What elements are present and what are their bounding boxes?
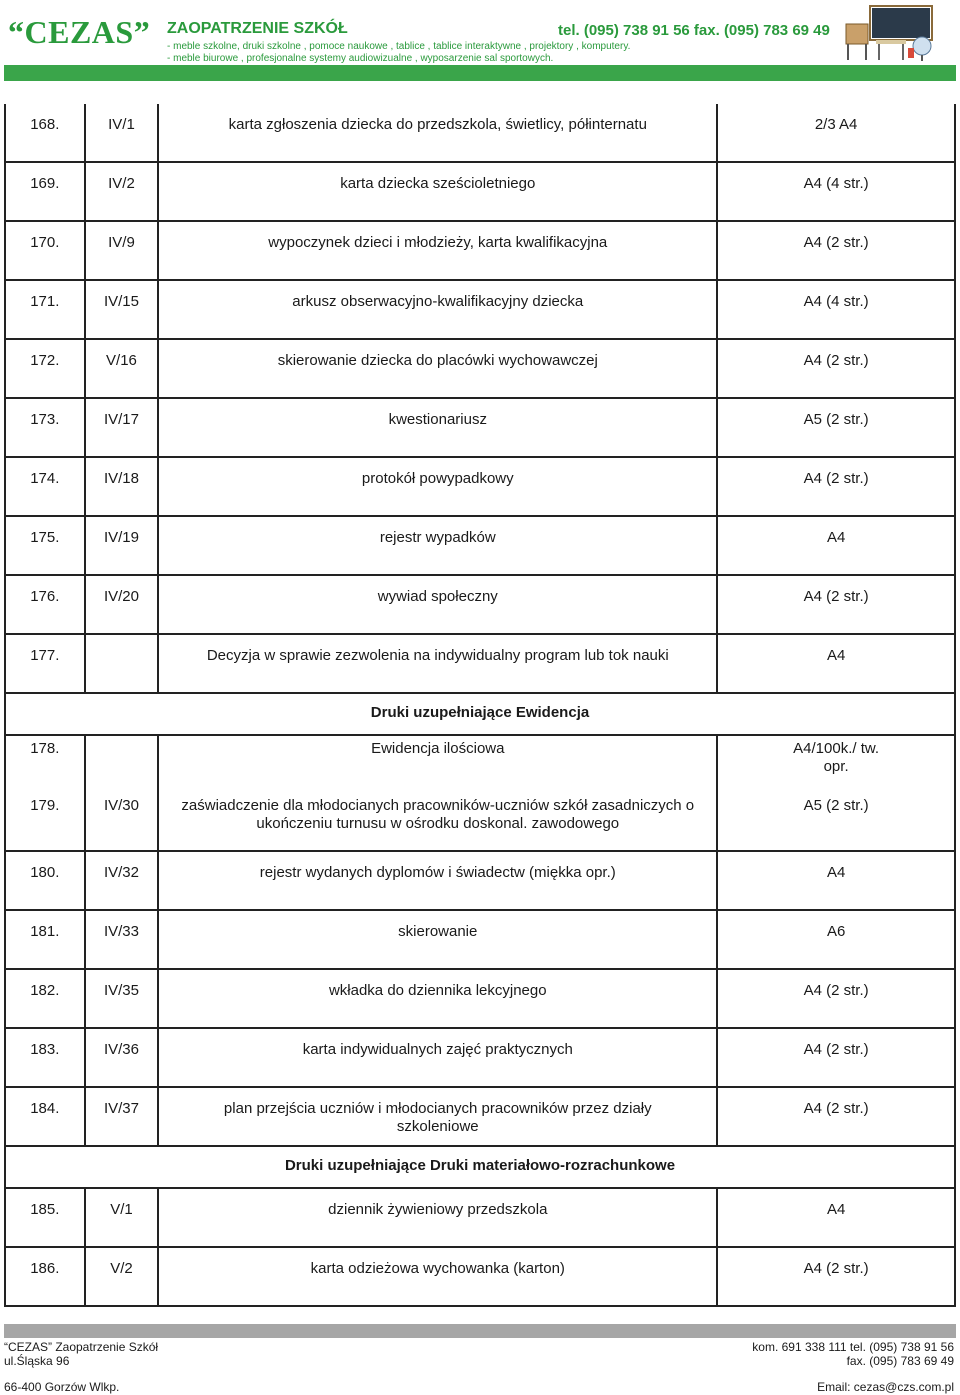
row-code: IV/18 xyxy=(103,470,139,487)
row-code: IV/36 xyxy=(103,1041,139,1058)
row-code: V/16 xyxy=(106,352,137,369)
row-name: rejestr wydanych dyplomów i świadectw (miękka opr.) xyxy=(259,864,616,881)
row-number: 175. xyxy=(30,529,60,546)
row-name: dziennik żywieniowy przedszkola xyxy=(328,1201,548,1218)
row-format: A4 xyxy=(826,1201,846,1218)
row-format: A5 (2 str.) xyxy=(803,797,869,814)
row-name: skierowanie dziecka do placówki wychowawczej xyxy=(277,352,598,369)
row-name: Ewidencja ilościowa xyxy=(371,740,505,757)
table-row xyxy=(5,398,955,457)
row-number: 186. xyxy=(30,1260,60,1277)
row-number: 168. xyxy=(30,116,60,133)
row-code: IV/35 xyxy=(103,982,139,999)
table-row xyxy=(5,910,955,969)
row-code: IV/2 xyxy=(108,175,135,192)
row-number: 176. xyxy=(30,588,60,605)
row-number: 173. xyxy=(30,411,60,428)
table-row xyxy=(5,851,955,910)
row-code xyxy=(86,635,158,647)
row-format: A4 (2 str.) xyxy=(803,1260,869,1277)
row-code: IV/1 xyxy=(108,116,135,133)
row-format: A4 (2 str.) xyxy=(803,470,869,487)
row-format: A4 xyxy=(826,529,846,546)
row-name: wkładka do dziennika lekcyjnego xyxy=(328,982,547,999)
table-row xyxy=(5,516,955,575)
row-name: wypoczynek dzieci i młodzieży, karta kwalifikacyjna xyxy=(268,234,608,251)
row-code: IV/9 xyxy=(108,234,135,251)
row-format: A4 (2 str.) xyxy=(803,588,869,605)
row-number: 178. xyxy=(30,740,60,757)
section-title: Druki uzupełniające Druki materiałowo-rozrachunkowe xyxy=(284,1157,676,1174)
header-title: ZAOPATRZENIE SZKÓŁ xyxy=(167,20,348,37)
header-tagline-2: - meble biurowe , profesjonalne systemy audiowizualne , wyposarzenie sal sportowych. xyxy=(167,53,554,64)
footer-bar xyxy=(4,1324,956,1338)
row-number: 177. xyxy=(30,647,60,664)
row-name: karta dziecka sześcioletniego xyxy=(340,175,536,192)
table-row xyxy=(5,735,955,793)
footer-fax: fax. (095) 783 69 49 xyxy=(846,1354,954,1368)
row-format: 2/3 A4 xyxy=(814,116,858,133)
row-number: 179. xyxy=(30,797,60,814)
table-row xyxy=(5,969,955,1028)
header-green-bar xyxy=(4,65,956,81)
company-logo: “CEZAS” xyxy=(8,14,151,50)
row-number: 174. xyxy=(30,470,60,487)
row-format: A4 (4 str.) xyxy=(803,175,869,192)
row-number: 180. xyxy=(30,864,60,881)
table-row xyxy=(5,162,955,221)
row-name: karta odzieżowa wychowanka (karton) xyxy=(310,1260,565,1277)
row-number: 184. xyxy=(30,1100,60,1117)
row-code: IV/37 xyxy=(103,1100,139,1117)
row-format: A4 xyxy=(826,864,846,881)
row-name: zaświadczenie dla młodocianych pracowników-uczniów szkół zasadniczych o ukończeniu turnusu w ośrodku doskonal. zawodowego xyxy=(181,797,695,832)
row-format: A4 (2 str.) xyxy=(803,1041,869,1058)
table-row xyxy=(5,634,955,693)
row-code: IV/30 xyxy=(103,797,139,814)
header-contact: tel. (095) 738 91 56 fax. (095) 783 69 49 xyxy=(558,22,830,39)
row-number: 181. xyxy=(30,923,60,940)
table-row xyxy=(5,280,955,339)
row-name: rejestr wypadków xyxy=(379,529,496,546)
row-code: V/1 xyxy=(110,1201,133,1218)
row-code: IV/19 xyxy=(103,529,139,546)
row-format: A4 (2 str.) xyxy=(803,982,869,999)
page-header xyxy=(0,0,960,82)
footer-city: 66-400 Gorzów Wlkp. xyxy=(4,1380,120,1394)
table-row xyxy=(5,1028,955,1087)
table-row xyxy=(5,575,955,634)
section-header-row xyxy=(5,1146,955,1188)
header-tagline-1: - meble szkolne, druki szkolne , pomoce naukowe , tablice , tablice interaktywne , projektory , komputery. xyxy=(167,41,631,52)
row-number: 172. xyxy=(30,352,60,369)
row-format: A5 (2 str.) xyxy=(803,411,869,428)
row-code: IV/17 xyxy=(103,411,139,428)
table-row xyxy=(5,793,955,851)
row-name: arkusz obserwacyjno-kwalifikacyjny dziecka xyxy=(292,293,584,310)
row-name: karta indywidualnych zajęć praktycznych xyxy=(302,1041,573,1058)
row-name: wywiad społeczny xyxy=(377,588,498,605)
row-name: Decyzja w sprawie zezwolenia na indywidualny program lub tok nauki xyxy=(206,647,669,664)
row-code: IV/32 xyxy=(103,864,139,881)
row-name: skierowanie xyxy=(398,923,478,940)
row-name: protokół powypadkowy xyxy=(361,470,514,487)
footer-street: ul.Śląska 96 xyxy=(4,1354,70,1368)
row-name: kwestionariusz xyxy=(388,411,487,428)
table-row xyxy=(5,1188,955,1247)
footer-company: “CEZAS” Zaopatrzenie Szkół xyxy=(4,1340,159,1354)
footer-email[interactable]: Email: cezas@czs.com.pl xyxy=(817,1380,954,1394)
table-row xyxy=(5,221,955,280)
footer-phone: kom. 691 338 111 tel. (095) 738 91 56 xyxy=(752,1340,954,1354)
row-number: 171. xyxy=(30,293,60,310)
row-format: A4 (4 str.) xyxy=(803,293,869,310)
table-row xyxy=(5,339,955,398)
row-format: A4 (2 str.) xyxy=(803,234,869,251)
row-number: 169. xyxy=(30,175,60,192)
table-row xyxy=(5,1247,955,1306)
row-code: IV/33 xyxy=(103,923,139,940)
row-number: 170. xyxy=(30,234,60,251)
row-number: 183. xyxy=(30,1041,60,1058)
furniture-illustration-icon xyxy=(842,4,934,62)
row-format: A4 (2 str.) xyxy=(803,352,869,369)
row-format: A4 (2 str.) xyxy=(803,1100,869,1117)
row-number: 185. xyxy=(30,1201,60,1218)
row-code: IV/20 xyxy=(103,588,139,605)
row-name: plan przejścia uczniów i młodocianych pracowników przez działy szkoleniowe xyxy=(223,1100,652,1135)
table-row xyxy=(5,457,955,516)
row-code xyxy=(86,736,158,740)
row-format: A4/100k./ tw. opr. xyxy=(793,740,880,775)
row-code: IV/15 xyxy=(103,293,139,310)
section-title: Druki uzupełniające Ewidencja xyxy=(370,704,590,721)
table-row xyxy=(5,104,955,162)
section-header-row xyxy=(5,693,955,735)
row-number: 182. xyxy=(30,982,60,999)
row-format: A4 xyxy=(826,647,846,664)
row-name: karta zgłoszenia dziecka do przedszkola, świetlicy, półinternatu xyxy=(228,116,647,133)
forms-table xyxy=(4,104,956,1307)
row-format: A6 xyxy=(826,923,846,940)
row-code: V/2 xyxy=(110,1260,133,1277)
table-row xyxy=(5,1087,955,1146)
